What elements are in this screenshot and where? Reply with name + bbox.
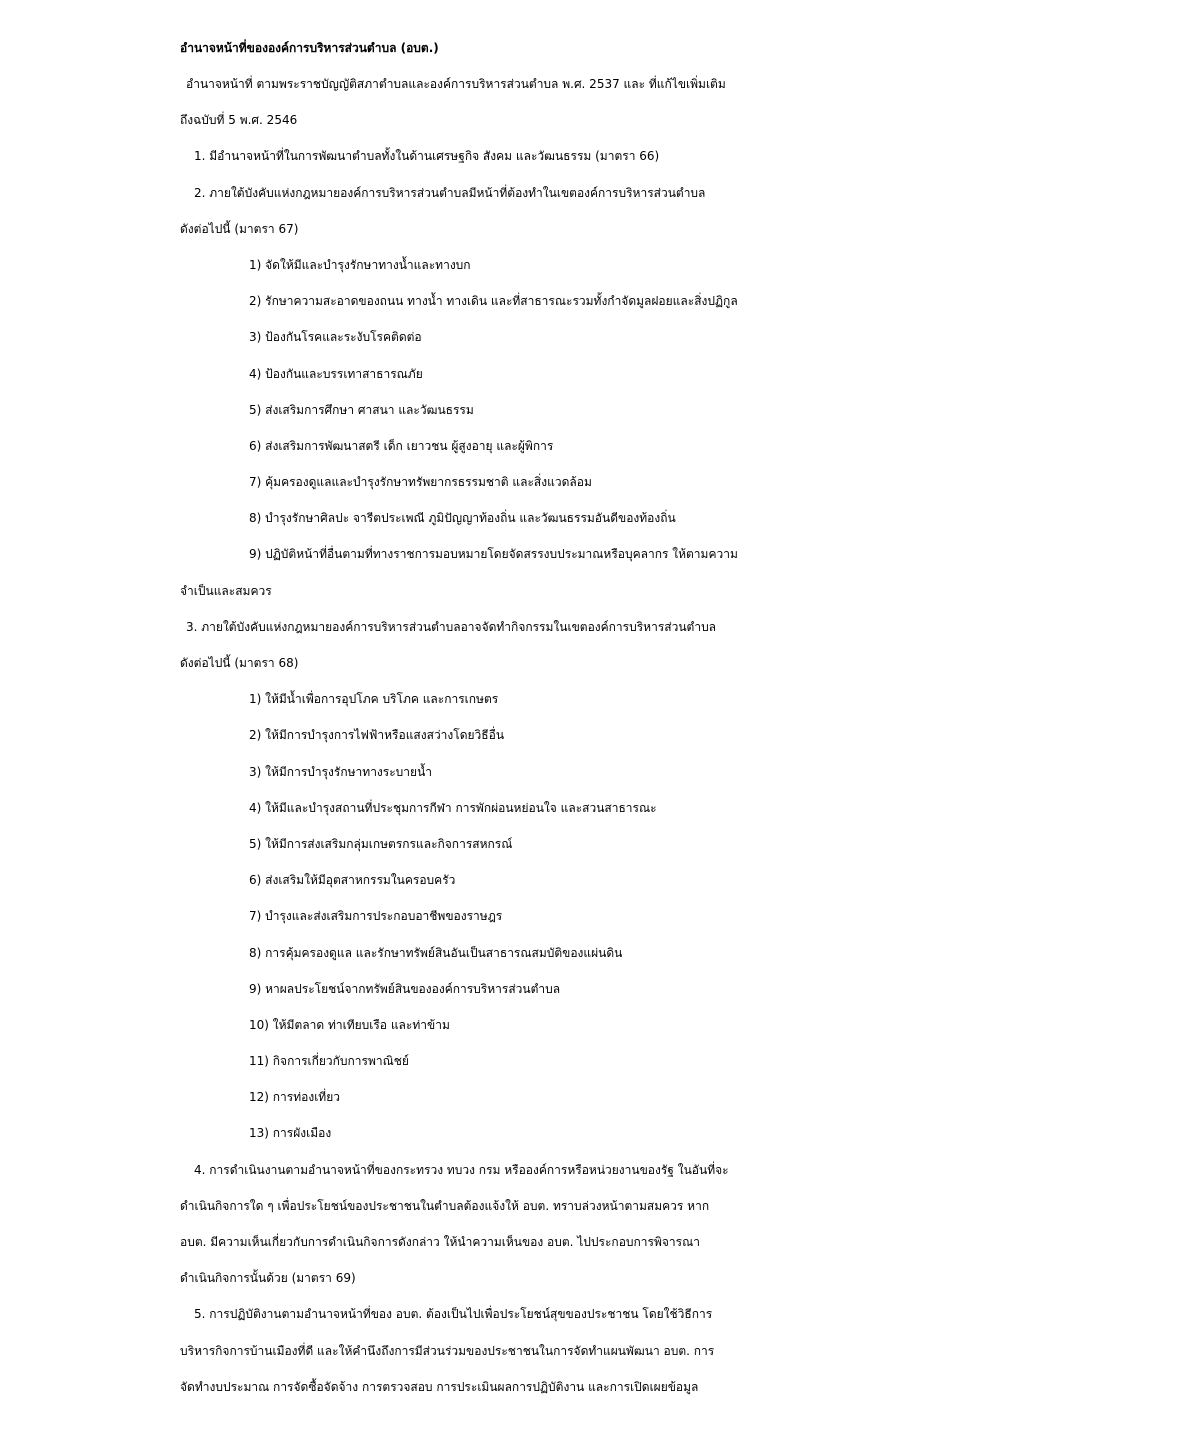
document-line: 3) ให้มีการบำรุงรักษาทางระบายน้ำ	[249, 764, 433, 779]
document-line: 2) ให้มีการบำรุงการไฟฟ้าหรือแสงสว่างโดยวิธีอื่น	[249, 728, 505, 743]
document-line: 2) รักษาความสะอาดของถนน ทางน้ำ ทางเดิน และที่สาธารณะรวมทั้งกำจัดมูลฝอยและสิ่งปฏิกูล	[249, 294, 738, 309]
document-line: อบต. มีความเห็นเกี่ยวกับการดำเนินกิจการดังกล่าว ให้นำความเห็นของ อบต. ไปประกอบการพิจารณา	[180, 1235, 700, 1249]
document-line: 1) ให้มีน้ำเพื่อการอุปโภค บริโภค และการเกษตร	[249, 692, 499, 707]
document-line: 9) หาผลประโยชน์จากทรัพย์สินขององค์การบริหารส่วนตำบล	[249, 981, 561, 996]
document-line: ดำเนินกิจการใด ๆ เพื่อประโยชน์ของประชาชนในตำบลต้องแจ้งให้ อบต. ทราบล่วงหน้าตามสมควร หาก	[180, 1198, 710, 1213]
document-line: 8) บำรุงรักษาศิลปะ จารีตประเพณี ภูมิปัญญาท้องถิ่น และวัฒนธรรมอันดีของท้องถิ่น	[249, 511, 676, 526]
document-line: 3) ป้องกันโรคและระงับโรคติดต่อ	[249, 330, 422, 345]
document-line: 6) ส่งเสริมให้มีอุตสาหกรรมในครอบครัว	[249, 873, 456, 888]
document-body	[180, 30, 1100, 1405]
document-line: 7) คุ้มครองดูแลและบำรุงรักษาทรัพยากรธรรมชาติ และสิ่งแวดล้อม	[249, 475, 592, 490]
document-line: 1) จัดให้มีและบำรุงรักษาทางน้ำและทางบก	[249, 257, 471, 272]
document-line: 2. ภายใต้บังคับแห่งกฎหมายองค์การบริหารส่วนตำบลมีหน้าที่ต้องทำในเขตองค์การบริหารส่วนตำบล	[194, 185, 706, 200]
document-title: อำนาจหน้าที่ขององค์การบริหารส่วนตำบล (อบต.)	[180, 41, 439, 55]
document-line: ถึงฉบับที่ 5 พ.ศ. 2546	[180, 113, 298, 128]
document-line: ดำเนินกิจการนั้นด้วย (มาตรา 69)	[180, 1271, 356, 1286]
document-line: 6) ส่งเสริมการพัฒนาสตรี เด็ก เยาวชน ผู้สูงอายุ และผู้พิการ	[249, 438, 554, 453]
document-line: บริหารกิจการบ้านเมืองที่ดี และให้คำนึงถึงการมีส่วนร่วมของประชาชนในการจัดทำแผนพัฒนา อบต. การ	[180, 1343, 715, 1358]
document-line: 5) ส่งเสริมการศึกษา ศาสนา และวัฒนธรรม	[249, 402, 474, 417]
document-line: 5. การปฏิบัติงานตามอำนาจหน้าที่ของ อบต. ต้องเป็นไปเพื่อประโยชน์สุขของประชาชน โดยใช้วิธีการ	[194, 1307, 713, 1322]
document-line: 7) บำรุงและส่งเสริมการประกอบอาชีพของราษฎร	[249, 909, 503, 924]
document-line: จัดทำงบประมาณ การจัดซื้อจัดจ้าง การตรวจสอบ การประเมินผลการปฏิบัติงาน และการเปิดเผยข้อมูล	[180, 1379, 699, 1394]
document-line: 8) การคุ้มครองดูแล และรักษาทรัพย์สินอันเป็นสาธารณสมบัติของแผ่นดิน	[249, 945, 623, 960]
document-line: 12) การท่องเที่ยว	[249, 1090, 340, 1105]
document-line: 4) ให้มีและบำรุงสถานที่ประชุมการกีฬา การพักผ่อนหย่อนใจ และสวนสาธารณะ	[249, 800, 657, 815]
document-line: 1. มีอำนาจหน้าที่ในการพัฒนาตำบลทั้งในด้านเศรษฐกิจ สังคม และวัฒนธรรม (มาตรา 66)	[194, 149, 660, 164]
document-line: 5) ให้มีการส่งเสริมกลุ่มเกษตรกรและกิจการสหกรณ์	[249, 836, 513, 851]
document-line: 10) ให้มีตลาด ท่าเทียบเรือ และท่าข้าม	[249, 1017, 450, 1032]
document-line: 4. การดำเนินงานตามอำนาจหน้าที่ของกระทรวง ทบวง กรม หรือองค์การหรือหน่วยงานของรัฐ ในอันที่จะ	[194, 1162, 729, 1177]
document-line: จำเป็นและสมควร	[180, 583, 272, 598]
document-lines	[180, 66, 1100, 1405]
document-line: ดังต่อไปนี้ (มาตรา 67)	[180, 221, 299, 236]
document-line: 13) การผังเมือง	[249, 1126, 332, 1141]
document-line: 4) ป้องกันและบรรเทาสาธารณภัย	[249, 366, 423, 381]
document-line: 11) กิจการเกี่ยวกับการพาณิชย์	[249, 1054, 409, 1069]
document-line: ดังต่อไปนี้ (มาตรา 68)	[180, 656, 299, 670]
document-line: 3. ภายใต้บังคับแห่งกฎหมายองค์การบริหารส่วนตำบลอาจจัดทำกิจกรรมในเขตองค์การบริหารส่วนตำบล	[186, 619, 717, 634]
document-line: 9) ปฏิบัติหน้าที่อื่นตามที่ทางราชการมอบหมายโดยจัดสรรงบประมาณหรือบุคลากร ให้ตามความ	[249, 547, 738, 562]
document-line: อำนาจหน้าที่ ตามพระราชบัญญัติสภาตำบลและองค์การบริหารส่วนตำบล พ.ศ. 2537 และ ที่แก้ไขเพิ่มเติม	[186, 77, 726, 91]
